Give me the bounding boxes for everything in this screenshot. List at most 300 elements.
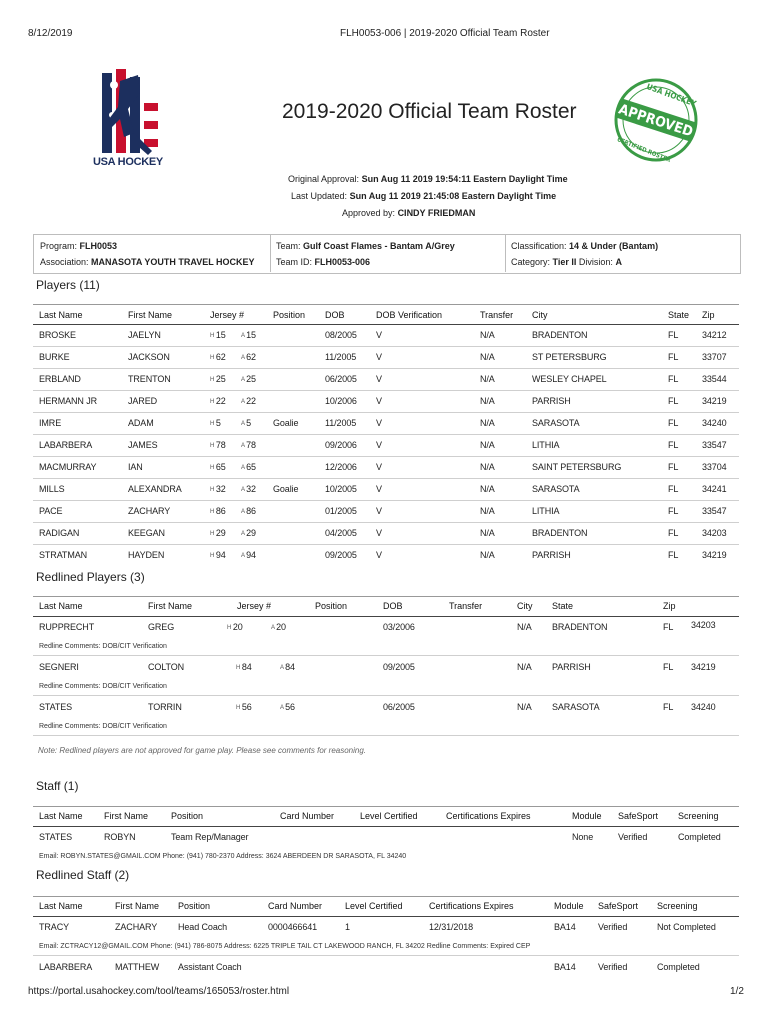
redlined-player-dob: 03/2006 [383,622,415,632]
phone-label: Phone: [162,853,187,860]
player-row-divider [33,390,739,391]
jersey-number: 86 [215,506,226,516]
staff-col-header: SafeSport [598,901,639,911]
player-home-jersey [210,528,226,538]
player-position: Goalie [273,484,299,494]
player-zip: 34212 [702,330,727,340]
players-col-header: Zip [702,310,715,320]
approved-by [342,208,475,218]
player-last-name: STRATMAN [39,550,88,560]
division-value: A [615,257,622,267]
redlined-player-home-jersey [236,702,252,712]
player-zip: 34219 [702,396,727,406]
player-dob-verification: V [376,352,382,362]
player-zip: 34241 [702,484,727,494]
player-transfer: N/A [480,330,495,340]
player-dob: 04/2005 [325,528,357,538]
staff-header-bottom-line [33,916,739,917]
players-col-header: First Name [128,310,173,320]
redlined-player-transfer: N/A [517,702,532,712]
player-home-jersey [210,506,226,516]
staff-col-header: Certifications Expires [446,811,531,821]
address-label: Address: [223,943,254,950]
staff-col-header: First Name [104,811,149,821]
email-value: ZCTRACY12@GMAIL.COM [60,943,151,950]
redline-comment-label: Redline Comments: [39,643,103,650]
jersey-prefix: A [241,399,247,405]
redlined-players-section-title: Redlined Players (3) [36,570,145,584]
player-city: ST PETERSBURG [532,352,607,362]
classification [511,241,658,251]
players-section-title: Players (11) [36,278,100,292]
redlined-row-divider [33,735,739,736]
redlined-row-divider [33,695,739,696]
player-dob: 09/2006 [325,440,357,450]
address-label: Address: [236,853,266,860]
jersey-prefix: A [280,665,286,671]
redlined-player-transfer: N/A [517,662,532,672]
phone-label: Phone: [150,943,175,950]
player-away-jersey [241,506,256,516]
team-info-box [33,234,741,274]
jersey-number: 84 [241,662,252,672]
player-city: BRADENTON [532,528,588,538]
redline-comment [39,683,167,690]
redline-comment-label: Redline Comments: [39,683,103,690]
player-home-jersey [210,396,226,406]
staff-module: BA14 [554,922,576,932]
player-dob-verification: V [376,418,382,428]
player-transfer: N/A [480,484,495,494]
player-city: PARRISH [532,550,571,560]
player-first-name: ADAM [128,418,154,428]
player-dob: 06/2005 [325,374,357,384]
player-transfer: N/A [480,550,495,560]
players-col-header: Position [273,310,306,320]
program-value: FLH0053 [79,241,118,251]
player-first-name: JAMES [128,440,158,450]
player-state: FL [668,352,679,362]
player-first-name: KEEGAN [128,528,165,538]
staff-safesport: Verified [618,832,648,842]
player-first-name: JAELYN [128,330,161,340]
jersey-prefix: H [210,509,216,515]
player-dob: 08/2005 [325,330,357,340]
staff-cert-expires: 12/31/2018 [429,922,474,932]
jersey-number: 78 [215,440,226,450]
team-id-value: FLH0053-006 [314,257,371,267]
logo-text: USA HOCKEY [93,156,163,168]
jersey-number: 56 [241,702,252,712]
svg-text:CERTIFIED ROSTER: CERTIFIED ROSTER [616,136,672,165]
division-label: Division: [578,257,613,267]
staff-contact-line [39,943,530,950]
jersey-prefix: H [210,377,216,383]
staff-screening: Completed [657,962,700,972]
program-label: Program: [40,241,78,251]
jersey-number: 20 [276,622,286,632]
players-col-header: Jersey # [210,310,245,320]
jersey-number: 29 [246,528,256,538]
category-label: Category: [511,257,551,267]
player-away-jersey [241,528,256,538]
jersey-prefix: A [241,487,247,493]
staff-section-title: Staff (1) [36,779,79,793]
player-state: FL [668,528,679,538]
redlined-player-home-jersey [236,662,252,672]
staff-screening: Not Completed [657,922,716,932]
player-last-name: IMRE [39,418,62,428]
player-state: FL [668,418,679,428]
player-last-name: LABARBERA [39,440,93,450]
staff-col-header: Card Number [268,901,323,911]
player-home-jersey [210,462,226,472]
player-first-name: JACKSON [128,352,170,362]
player-zip: 33704 [702,462,727,472]
phone-value: (941) 786-8075 [174,943,224,950]
player-city: SAINT PETERSBURG [532,462,622,472]
staff-module: BA14 [554,962,576,972]
staff-col-header: Module [554,901,584,911]
player-row-divider [33,368,739,369]
classification-label: Classification: [511,241,567,251]
player-state: FL [668,462,679,472]
redlined-player-last-name: STATES [39,702,73,712]
jersey-number: 94 [246,550,256,560]
staff-col-header: Level Certified [345,901,403,911]
player-away-jersey [241,462,256,472]
jersey-number: 15 [215,330,226,340]
original-approval-value: Sun Aug 11 2019 19:54:11 Eastern Daylight Time [361,174,568,184]
player-dob: 01/2005 [325,506,357,516]
redlined-player-away-jersey [280,702,295,712]
player-row-divider [33,456,739,457]
redlined-player-zip: 34203 [691,620,716,630]
player-city: LITHIA [532,440,560,450]
player-dob-verification: V [376,484,382,494]
print-doc-title: FLH0053-006 | 2019-2020 Official Team Roster [340,28,550,39]
staff-safesport: Verified [598,962,628,972]
info-divider-2 [505,235,506,272]
jersey-prefix: A [241,509,247,515]
redlined-col-header: Jersey # [237,601,272,611]
staff-col-header: Card Number [280,811,335,821]
jersey-prefix: A [241,333,247,339]
jersey-prefix: A [271,625,277,631]
staff-header-top-line [33,896,739,897]
jersey-number: 22 [246,396,256,406]
staff-header-bottom-line [33,826,739,827]
jersey-prefix: H [210,465,216,471]
redlined-player-state: FL [663,702,674,712]
redlined-player-state: FL [663,662,674,672]
players-col-header: City [532,310,548,320]
player-transfer: N/A [480,440,495,450]
player-first-name: HAYDEN [128,550,165,560]
player-last-name: MACMURRAY [39,462,97,472]
jersey-prefix: H [210,553,216,559]
footer-page-number: 1/2 [730,986,744,997]
staff-col-header: Screening [657,901,698,911]
player-city: LITHIA [532,506,560,516]
redlined-player-last-name: RUPPRECHT [39,622,95,632]
staff-col-header: Last Name [39,901,83,911]
redlined-player-first-name: COLTON [148,662,185,672]
team [276,241,455,251]
player-away-jersey [241,396,256,406]
player-dob-verification: V [376,506,382,516]
player-home-jersey [210,550,226,560]
player-first-name: IAN [128,462,143,472]
approved-by-label: Approved by: [342,208,396,218]
last-updated-value: Sun Aug 11 2019 21:45:08 Eastern Daylight Time [349,191,557,201]
players-header-top-line [33,304,739,305]
redline-comment-text: DOB/CIT Verification [102,723,167,730]
staff-col-header: Last Name [39,811,83,821]
player-dob: 09/2005 [325,550,357,560]
jersey-number: 22 [215,396,226,406]
staff-screening: Completed [678,832,721,842]
player-dob-verification: V [376,374,382,384]
jersey-number: 65 [246,462,256,472]
player-zip: 33547 [702,440,727,450]
jersey-number: 25 [246,374,256,384]
player-away-jersey [241,330,256,340]
email-label: Email: [39,943,61,950]
redlined-col-header: Position [315,601,348,611]
staff-card-number: 0000466641 [268,922,318,932]
jersey-prefix: A [280,705,286,711]
players-col-header: Transfer [480,310,514,320]
redlined-header-top-line [33,596,739,597]
jersey-prefix: H [210,487,216,493]
classification-value: 14 & Under (Bantam) [569,241,659,251]
player-transfer: N/A [480,418,495,428]
jersey-number: 65 [215,462,226,472]
address-value: 3624 ABERDEEN DR SARASOTA, FL 34240 [265,853,407,860]
jersey-number: 32 [215,484,226,494]
jersey-number: 20 [232,622,243,632]
staff-last-name: LABARBERA [39,962,93,972]
player-last-name: ERBLAND [39,374,81,384]
jersey-prefix: H [210,333,216,339]
player-home-jersey [210,484,226,494]
original-approval [288,174,568,184]
player-dob: 10/2006 [325,396,357,406]
player-home-jersey [210,374,226,384]
jersey-prefix: H [227,625,233,631]
player-dob-verification: V [376,528,382,538]
footer-url[interactable]: https://portal.usahockey.com/tool/teams/165053/roster.html [28,986,290,997]
team-id [276,257,370,267]
staff-col-header: SafeSport [618,811,659,821]
player-last-name: MILLS [39,484,65,494]
player-dob-verification: V [376,396,382,406]
player-first-name: TRENTON [128,374,171,384]
player-last-name: HERMANN JR [39,396,98,406]
jersey-prefix: A [241,443,247,449]
player-zip: 33547 [702,506,727,516]
staff-contact-line [39,853,406,860]
player-transfer: N/A [480,374,495,384]
player-state: FL [668,396,679,406]
staff-col-header: Screening [678,811,719,821]
program [40,241,117,251]
player-home-jersey [210,418,221,428]
player-zip: 34240 [702,418,727,428]
jersey-prefix: A [241,355,247,361]
redlined-player-zip: 34240 [691,702,716,712]
jersey-number: 62 [215,352,226,362]
jersey-prefix: A [241,553,247,559]
player-row-divider [33,478,739,479]
players-col-header: Last Name [39,310,83,320]
redlined-player-dob: 09/2005 [383,662,415,672]
page-title: 2019-2020 Official Team Roster [282,100,577,123]
player-dob: 11/2005 [325,352,357,362]
redlined-player-last-name: SEGNERI [39,662,79,672]
player-transfer: N/A [480,396,495,406]
player-state: FL [668,506,679,516]
players-col-header: DOB [325,310,345,320]
jersey-number: 94 [215,550,226,560]
staff-first-name: ROBYN [104,832,136,842]
staff-col-header: Position [178,901,211,911]
jersey-prefix: H [210,399,216,405]
player-first-name: JARED [128,396,158,406]
staff-row-divider [33,955,739,956]
player-last-name: PACE [39,506,63,516]
last-updated [291,191,556,201]
redlined-col-header: Zip [663,601,676,611]
jersey-number: 84 [285,662,295,672]
jersey-number: 86 [246,506,256,516]
redline-comment-text: Expired CEP [490,943,531,950]
player-dob-verification: V [376,440,382,450]
player-home-jersey [210,330,226,340]
redline-comment-label: Redline Comments: [426,943,491,950]
phone-value: (941) 780-2370 [186,853,237,860]
players-header-bottom-line [33,324,739,325]
redlined-col-header: Transfer [449,601,483,611]
player-city: SARASOTA [532,484,580,494]
association-label: Association: [40,257,89,267]
player-position: Goalie [273,418,299,428]
redline-comment [39,643,167,650]
jersey-number: 5 [246,418,252,428]
player-dob-verification: V [376,462,382,472]
player-dob-verification: V [376,330,382,340]
redlined-player-dob: 06/2005 [383,702,415,712]
player-row-divider [33,434,739,435]
player-zip: 34219 [702,550,727,560]
player-dob: 11/2005 [325,418,357,428]
redlined-player-zip: 34219 [691,662,716,672]
player-state: FL [668,374,679,384]
team-value: Gulf Coast Flames - Bantam A/Grey [303,241,455,251]
staff-module: None [572,832,594,842]
jersey-prefix: H [210,443,216,449]
staff-position: Head Coach [178,922,228,932]
player-state: FL [668,550,679,560]
player-state: FL [668,484,679,494]
jersey-prefix: H [210,531,216,537]
player-city: SARASOTA [532,418,580,428]
player-row-divider [33,522,739,523]
redlined-player-home-jersey [227,622,243,632]
email-label: Email: [39,853,61,860]
redline-comment-label: Redline Comments: [39,723,103,730]
redlined-col-header: First Name [148,601,193,611]
category-value: Tier II [552,257,577,267]
player-state: FL [668,330,679,340]
approved-stamp [610,74,702,166]
jersey-prefix: H [236,665,242,671]
jersey-number: 32 [246,484,256,494]
svg-text:APPROVED: APPROVED [616,101,695,141]
redlined-row-divider [33,655,739,656]
player-row-divider [33,346,739,347]
players-col-header: DOB Verification [376,310,443,320]
player-transfer: N/A [480,528,495,538]
player-row-divider [33,500,739,501]
staff-position: Assistant Coach [178,962,242,972]
jersey-number: 5 [215,418,221,428]
player-away-jersey [241,374,256,384]
jersey-prefix: H [210,421,216,427]
team-label: Team: [276,241,301,251]
staff-first-name: ZACHARY [115,922,158,932]
approved-by-value: CINDY FRIEDMAN [397,208,476,218]
redlined-player-transfer: N/A [517,622,532,632]
info-divider-1 [270,235,271,272]
staff-last-name: TRACY [39,922,70,932]
staff-safesport: Verified [598,922,628,932]
redlined-player-city: PARRISH [552,662,591,672]
association [40,257,255,267]
jersey-number: 78 [246,440,256,450]
player-transfer: N/A [480,462,495,472]
staff-col-header: Module [572,811,602,821]
staff-col-header: Certifications Expires [429,901,514,911]
player-first-name: ZACHARY [128,506,171,516]
staff-position: Team Rep/Manager [171,832,249,842]
staff-col-header: Position [171,811,204,821]
player-away-jersey [241,484,256,494]
player-state: FL [668,440,679,450]
jersey-number: 62 [246,352,256,362]
players-col-header: State [668,310,690,320]
svg-text:USA HOCKEY: USA HOCKEY [645,82,698,109]
jersey-prefix: H [210,355,216,361]
player-row-divider [33,412,739,413]
player-city: PARRISH [532,396,571,406]
player-dob-verification: V [376,550,382,560]
redlined-player-city: BRADENTON [552,622,608,632]
redlined-col-header: City [517,601,533,611]
player-zip: 33707 [702,352,727,362]
player-last-name: BROSKE [39,330,76,340]
player-away-jersey [241,550,256,560]
jersey-prefix: A [241,465,247,471]
player-city: BRADENTON [532,330,588,340]
player-away-jersey [241,418,251,428]
redlined-player-first-name: GREG [148,622,175,632]
staff-header-top-line [33,806,739,807]
print-date: 8/12/2019 [28,28,73,39]
jersey-prefix: A [241,421,247,427]
redlined-staff-section-title: Redlined Staff (2) [36,868,130,882]
